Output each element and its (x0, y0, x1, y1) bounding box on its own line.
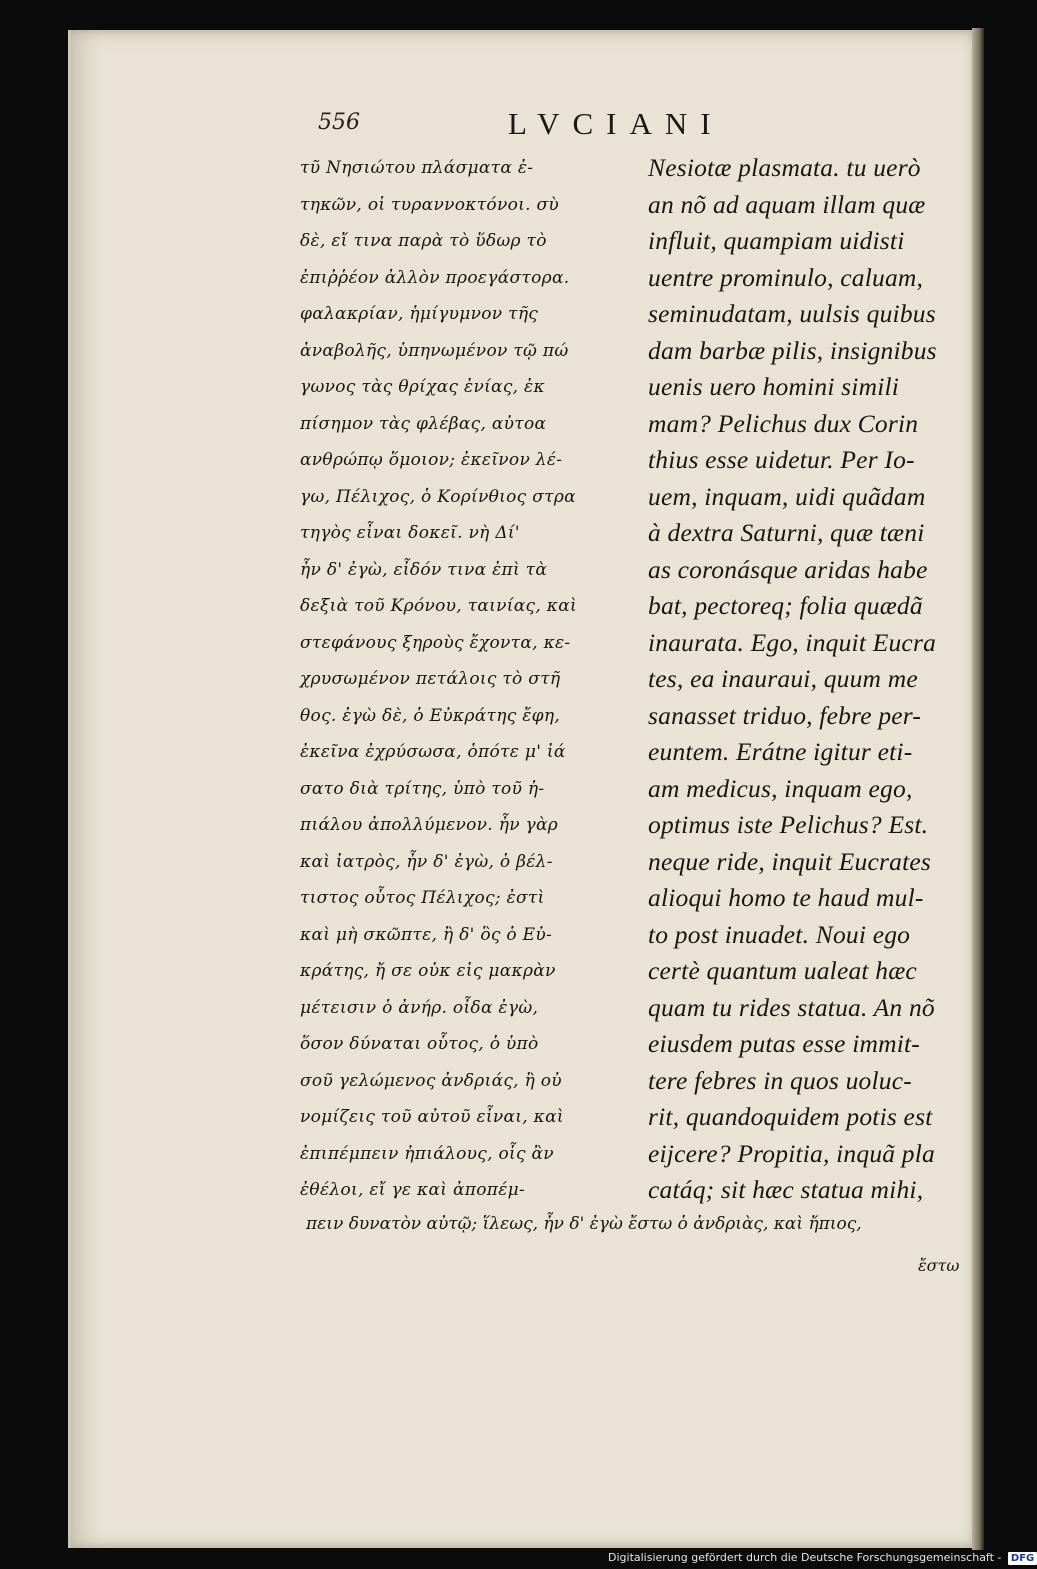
greek-text-line: κράτης, ἤ σε οὐκ εἰς μακρὰν (300, 961, 556, 981)
latin-text-line: rit, quandoquidem potis est (648, 1102, 933, 1131)
page-header (318, 106, 968, 146)
latin-text-line: thius esse uidetur. Per Io- (648, 445, 915, 474)
greek-text-line: τιστος οὗτος Πέλιχος; ἐστὶ (300, 888, 545, 908)
greek-text-line: γωνος τὰς θρίχας ἐνίας, ἐκ (300, 377, 545, 397)
latin-text-line: seminudatam, uulsis quibus (648, 299, 936, 328)
catchword: ἔστω (918, 1256, 960, 1275)
running-title: LVCIANI (508, 106, 724, 141)
latin-text-line: neque ride, inquit Eucrates (648, 846, 932, 876)
latin-text-line: euntem. Erátne igitur eti- (648, 737, 913, 766)
greek-text-line: ἐπιπέμπειν ἠπιάλους, οἷς ἂν (300, 1143, 554, 1164)
latin-text-line: eiusdem putas esse immit- (648, 1029, 921, 1058)
greek-text-line: τῦ Νησιώτου πλάσματα ἐ- (300, 158, 534, 178)
latin-text-line: dam barbæ pilis, insignibus (648, 335, 937, 365)
latin-text-line: eijcere? Propitia, inquã pla (648, 1138, 935, 1168)
greek-text-column (300, 150, 640, 1209)
latin-text-line: inaurata. Ego, inquit Eucra (648, 627, 937, 657)
latin-text-line: à dextra Saturni, quæ tæni (648, 518, 925, 547)
greek-text-line: τηκῶν, οἱ τυραννοκτόνοι. σὺ (300, 194, 560, 215)
digitization-credit (608, 1549, 1035, 1567)
latin-text-line: catáq; sit hæc statua mihi, (648, 1175, 924, 1204)
greek-text-line: πιάλου ἀπολλύμενον. ἦν γὰρ (300, 815, 559, 835)
latin-text-line: alioqui homo te haud mul- (648, 883, 924, 912)
latin-text-line: certè quantum ualeat hæc (648, 956, 917, 985)
greek-text-line: ἀναβολῆς, ὑπηνωμένον τῷ πώ (300, 340, 569, 361)
greek-text-line: δὲ, εἴ τινα παρὰ τὸ ὕδωρ τὸ (300, 231, 547, 251)
latin-text-line: an nõ ad aquam illam quæ (648, 189, 926, 219)
latin-text-line: optimus iste Pelichus? Est. (648, 810, 929, 839)
greek-text-line: ἐθέλοι, εἴ γε καὶ ἀποπέμ- (300, 1180, 526, 1200)
greek-text-line: φαλακρίαν, ἡμίγυμνον τῆς (300, 304, 539, 324)
latin-text-line: quam tu rides statua. An nõ (648, 992, 935, 1022)
latin-text-line: uem, inquam, uidi quãdam (648, 481, 926, 511)
greek-text-line: δεξιὰ τοῦ Κρόνου, ταινίας, καὶ (300, 596, 577, 616)
page-edge (972, 28, 984, 1550)
latin-text-line: mam? Pelichus dux Corin (648, 408, 919, 438)
greek-text-line: ανθρώπῳ ὅμοιον; ἐκεῖνον λέ- (300, 450, 563, 470)
latin-text-line: as coronásque aridas habe (648, 554, 928, 584)
greek-text-line: νομίζεις τοῦ αὐτοῦ εἶναι, καὶ (300, 1107, 564, 1127)
greek-text-line: ἐπιῤῥέον ἀλλὸν προεγάστορα. (300, 267, 570, 288)
latin-text-line: uenis uero homini simili (648, 372, 900, 401)
latin-text-line: sanasset triduo, febre per- (648, 700, 922, 730)
page-number: 556 (318, 110, 360, 135)
greek-text-line: τηγὸς εἶναι δοκεῖ. νὴ Δί' (300, 523, 520, 543)
greek-text-line: σοῦ γελώμενος ἀνδριάς, ἢ οὐ (300, 1070, 562, 1091)
greek-text-line: καὶ ἰατρὸς, ἦν δ' ἐγὼ, ὁ βέλ- (300, 851, 553, 872)
greek-text-line: χρυσωμένον πετάλοις τὸ στῆ (300, 669, 561, 689)
greek-text-line: μέτεισιν ὁ ἀνήρ. οἶδα ἐγὼ, (300, 997, 539, 1018)
greek-bottom-line: πειν δυνατὸν αὐτῷ; ἵλεως, ἦν δ' ἐγὼ ἔστω ὁ ἀνδριὰς, καὶ ἤπιος, (306, 1214, 862, 1234)
greek-text-line: στεφάνους ξηροὺς ἔχοντα, κε- (300, 632, 571, 653)
latin-text-line: uentre prominulo, caluam, (648, 262, 924, 292)
greek-text-line: ἐκεῖνα ἐχρύσωσα, ὁπότε μ' ἰά (300, 742, 566, 762)
latin-text-line: Nesiotæ plasmata. tu uerò (648, 153, 921, 182)
latin-text-line: influit, quampiam uidisti (648, 226, 905, 255)
greek-text-line: καὶ μὴ σκῶπτε, ἢ δ' ὃς ὁ Εὐ- (300, 924, 553, 945)
latin-text-line: am medicus, inquam ego, (648, 773, 913, 803)
latin-text-line: tes, ea inauraui, quum me (648, 664, 918, 693)
latin-text-column (648, 150, 968, 1209)
greek-text-line: γω, Πέλιχος, ὁ Κορίνθιος στρα (300, 486, 576, 507)
greek-text-line: πίσημον τὰς φλέβας, αὐτοα (300, 413, 547, 434)
latin-text-line: bat, pectoreq; folia quædã (648, 591, 923, 620)
greek-text-line: σατο διὰ τρίτης, ὑπὸ τοῦ ἠ- (300, 778, 545, 799)
greek-text-line: ὅσον δύναται οὗτος, ὁ ὑπὸ (300, 1034, 539, 1054)
dfg-logo: DFG (1008, 1552, 1037, 1565)
greek-text-line: ἦν δ' ἐγὼ, εἶδόν τινα ἐπὶ τὰ (300, 559, 548, 580)
credit-text: Digitalisierung gefördert durch die Deutsche Forschungsgemeinschaft - (608, 1551, 1002, 1564)
greek-text-line: θος. ἐγὼ δὲ, ὁ Εὐκράτης ἔφη, (300, 705, 561, 726)
latin-text-line: to post inuadet. Noui ego (648, 919, 911, 949)
latin-text-line: tere febres in quos uoluc- (648, 1065, 912, 1095)
